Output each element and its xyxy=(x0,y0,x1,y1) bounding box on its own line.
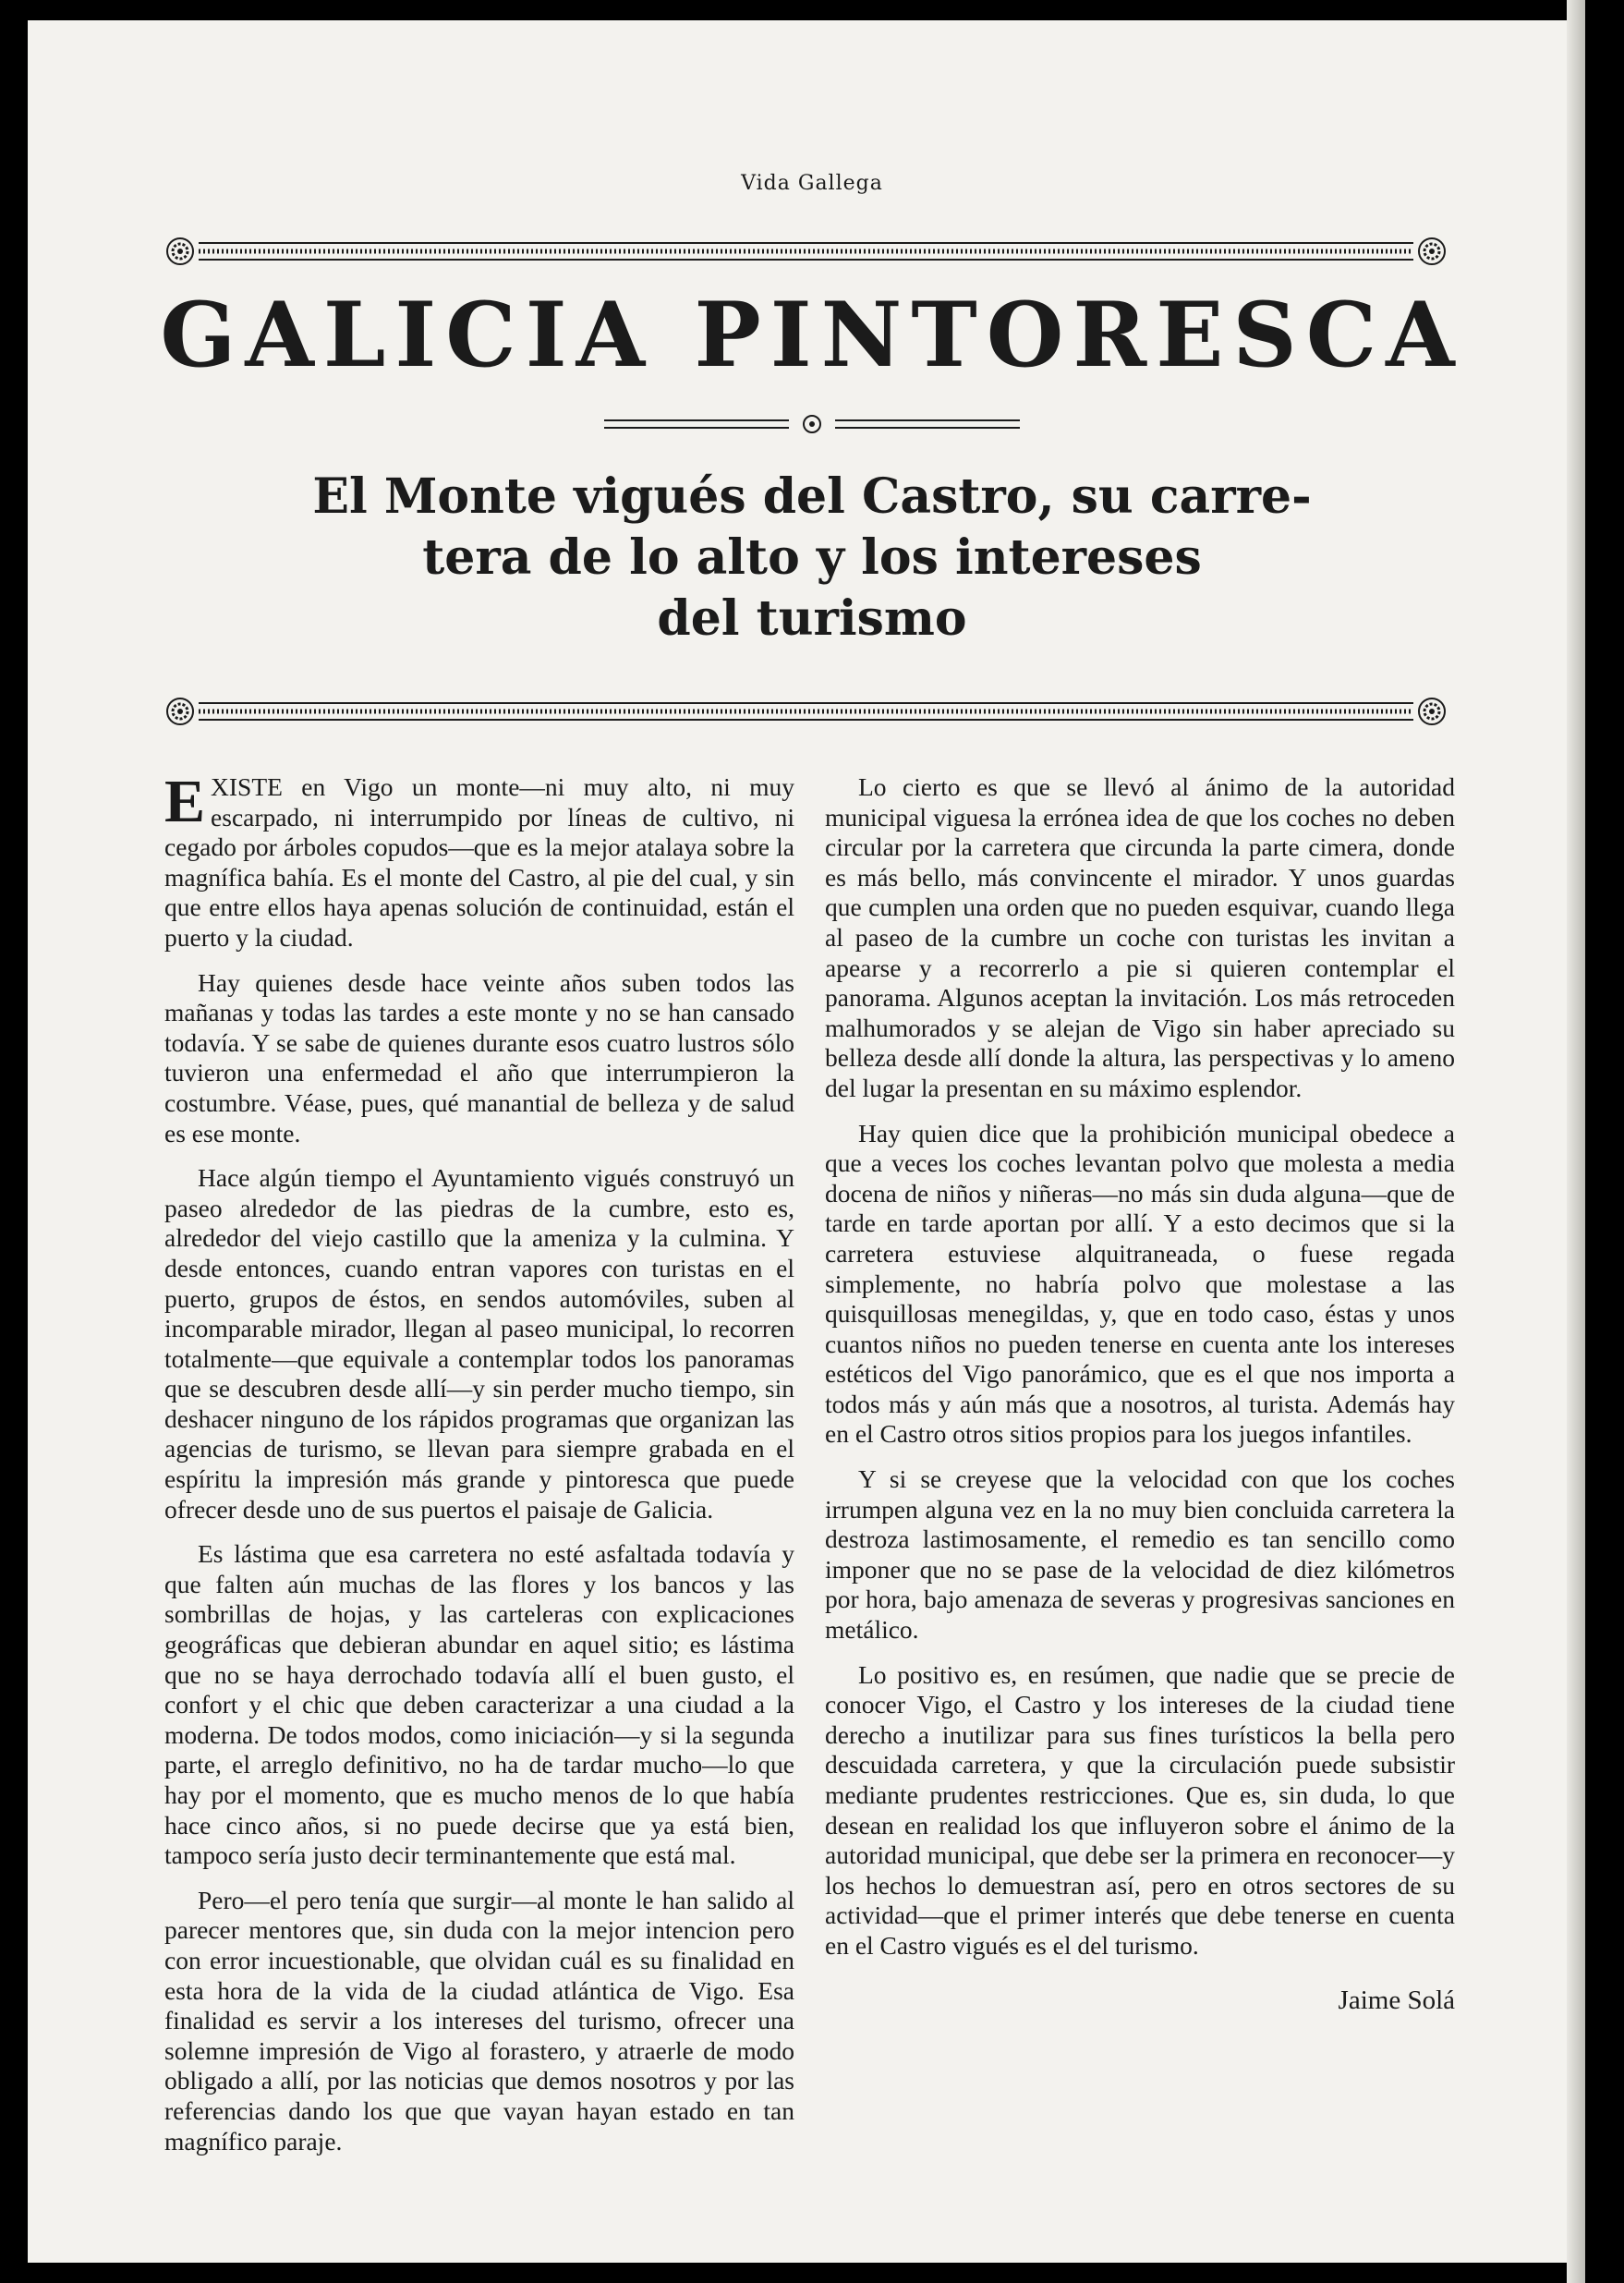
author-signature: Jaime Solá xyxy=(1338,1985,1455,2015)
scan-border-bottom xyxy=(0,2263,1624,2283)
floral-rosette-icon xyxy=(167,238,193,264)
article-paragraph: Y si se creyese que la velocidad con que los coches irrumpen alguna vez en la no muy bien concluida carretera la destroza lastimosamente, el remedio es tan sencillo como imponer que no se pase de la velocidad de diez kilómetros por hora, bajo amenaza de severas y progresivas sanciones en metálico. xyxy=(825,1464,1455,1645)
article-column-left xyxy=(164,768,794,2171)
running-head: Vida Gallega xyxy=(741,172,883,195)
page-title: GALICIA PINTORESCA xyxy=(160,283,1464,387)
article-paragraph: Hay quienes desde hace veinte años suben todos las mañanas y todas las tardes a este monte y no se han cansado todavía. Y se sabe de quienes durante esos cuatro lustros sólo tuvieron una enfermedad el año que interrumpieron la costumbre. Véase, pues, qué manantial de belleza y de salud es ese monte. xyxy=(164,967,794,1148)
floral-rosette-icon xyxy=(1419,698,1445,724)
subtitle-line: El Monte vigués del Castro, su carre- xyxy=(312,468,1312,525)
center-ornament-icon xyxy=(604,413,1020,435)
decorative-rule-top xyxy=(162,231,1450,272)
subtitle-line: tera de lo alto y los intereses xyxy=(422,529,1202,586)
scan-border-top xyxy=(0,0,1624,20)
decorative-rule-middle xyxy=(162,691,1450,732)
article-paragraph: EXISTE en Vigo un monte—ni muy alto, ni muy escarpado, ni interrumpido por líneas de cultivo, ni cegado por árboles copudos—que es la mejor atalaya sobre la magnífica bahía. Es el monte del Castro, al pie del cual, y sin que entre ellos haya apenas solución de continuidad, están el puerto y la ciudad. xyxy=(164,768,794,952)
article-paragraph: Lo positivo es, en resúmen, que nadie que se precie de conocer Vigo, el Castro y los intereses de la ciudad tiene derecho a inutilizar para sus fines turísticos la bella pero descuidada carretera, y que la circulación puede subsistir mediante prudentes restricciones. Que es, sin duda, lo que desean en realidad los que influyeron sobre el ánimo de la autoridad municipal, que debe ser la primera en reconocer—y los hechos lo demuestran así, pero en otros sectores de su actividad—que el primer interés que debe tenerse en cuenta en el Castro vigués es el del turismo. xyxy=(825,1659,1455,1960)
floral-rosette-icon xyxy=(1419,238,1445,264)
article-paragraph: Pero—el pero tenía que surgir—al monte le han salido al parecer mentores que, sin duda con la mejor intencion pero con error incuestionable, que olvidan cuál es su finalidad en esta hora de la vida de la ciudad atlántica de Vigo. Esa finalidad es servir a los intereses del turismo, ofrecer una solemne impresión de Vigo al forastero, y atraerle de modo obligado a allí, por las noticias que demos nosotros y por las referencias dando los que que vayan hayan estado en tan magnífico paraje. xyxy=(164,1885,794,2155)
article-paragraph: Es lástima que esa carretera no esté asfaltada todavía y que falten aún muchas de las flores y los bancos y las sombrillas de hojas, y las carteleras con explicaciones geográficas que debieran abundar en aquel sitio; es lástima que no se haya derrochado todavía allí el buen gusto, el confort y el chic que deben caracterizar a una ciudad a la moderna. De todos modos, como iniciación—y si la segunda parte, el arreglo definitivo, no ha de tardar mucho—lo que hay por el momento, que es mucho menos de lo que había hace cinco años, si no puede decirse que ya está bien, tampoco sería justo decir terminantemente que está mal. xyxy=(164,1539,794,1870)
article-paragraph: Hay quien dice que la prohibición municipal obedece a que a veces los coches levantan polvo que molesta a media docena de niños y niñeras—no más sin duda alguna—que de tarde en tarde aportan por allí. Y a esto decimos que si la carretera estuviese alquitraneada, o fuese regada simplemente, no habría polvo que molestase a las quisquillosas menegildas, y, que en todo caso, éstas y unos cuantos niños no pueden tenerse en cuenta ante los intereses estéticos del Vigo panorámico, que es el que nos importa a todos más y aún más que a nosotros, al turista. Además hay en el Castro otros sitios propios para los juegos infantiles. xyxy=(825,1118,1455,1449)
floral-rosette-icon xyxy=(167,698,193,724)
article-paragraph: Lo cierto es que se llevó al ánimo de la autoridad municipal viguesa la errónea idea de que los coches no deben circular por la carretera que circunda la parte cimera, donde es más bello, más convincente el mirador. Y unos guardas que cumplen una orden que no pueden esquivar, cuando llega al paseo de la cumbre un coche con turistas les invitan a apearse y a recorrerlo a pie si quieren contemplar el panorama. Algunos aceptan la invitación. Los más retroceden malhumorados y se alejan de Vigo sin haber apreciado su belleza desde allí donde la altura, las perspectivas y lo ameno del lugar la presentan en su máximo esplendor. xyxy=(825,772,1455,1102)
article-paragraph: Hace algún tiempo el Ayuntamiento vigués construyó un paseo alrededor de las piedras de la cumbre, esto es, alrededor del viejo castillo que la ameniza y la culmina. Y desde entonces, cuando entran vapores con turistas en el puerto, grupos de éstos, en sendos automóviles, suben al incomparable mirador, llegan al paseo municipal, lo recorren totalmente—que equivale a contemplar todos los panoramas que se descubren desde allí—y sin perder mucho tiempo, sin deshacer ninguno de los rápidos programas que organizan las agencias de turismo, se llevan para siempre grabada en el espíritu la impresión más grande y pintoresca que puede ofrecer desde uno de sus puertos el paisaje de Galicia. xyxy=(164,1163,794,1524)
article-subtitle xyxy=(231,467,1393,650)
article-column-right xyxy=(825,772,1455,2030)
subtitle-line: del turismo xyxy=(657,590,967,647)
